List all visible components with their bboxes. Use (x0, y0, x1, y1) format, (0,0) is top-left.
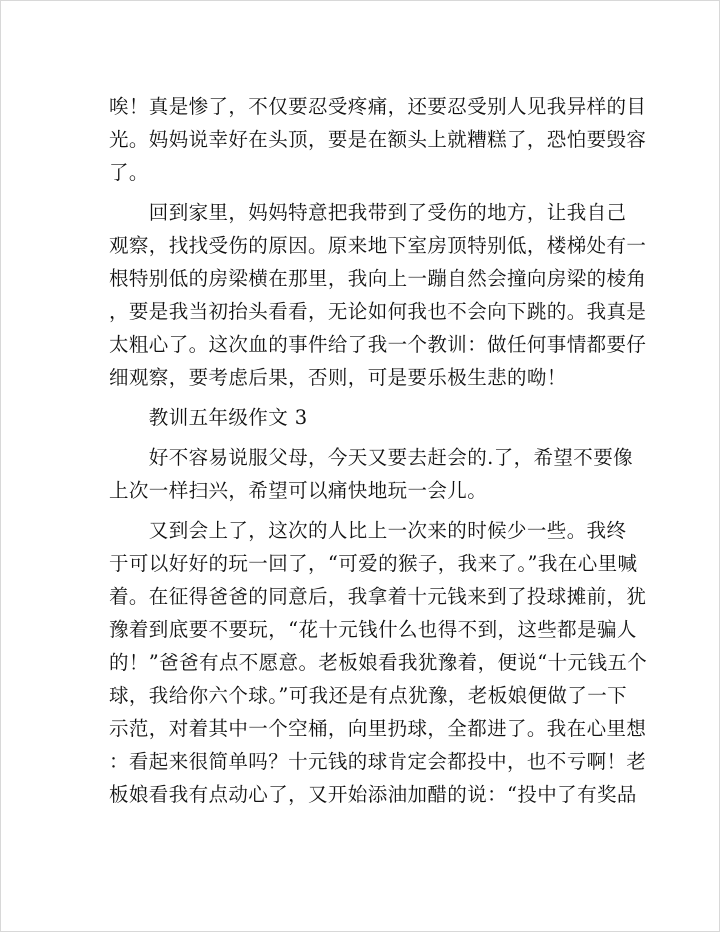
text-line: 的！”爸爸有点不愿意。老板娘看我犹豫着，便说“十元钱五个 (109, 651, 648, 674)
text-line: 观察，找找受伤的原因。原来地下室房顶特别低，楼梯处有一 (109, 234, 647, 257)
text-line: 太粗心了。这次血的事件给了我一个教训：做任何事情都要仔 (109, 333, 647, 356)
text-line: 板娘看我有点动心了，又开始添油加醋的说：“投中了有奖品 (109, 783, 637, 806)
text-line: 着。在征得爸爸的同意后，我拿着十元钱来到了投球摊前，犹 (109, 585, 647, 608)
text-line: 上次一样扫兴，希望可以痛快地玩一会儿。 (109, 479, 488, 502)
text-line: 好不容易说服父母，今天又要去赶会的.了，希望不要像 (109, 446, 633, 469)
text-line: 根特别低的房梁横在那里，我向上一蹦自然会撞向房梁的棱角 (109, 267, 647, 290)
text-line: 光。妈妈说幸好在头顶，要是在额头上就糟糕了，恐怕要毁容 (109, 128, 647, 151)
text-line: 豫着到底要不要玩，“花十元钱什么也得不到，这些都是骗人 (109, 618, 637, 641)
text-line: 于可以好好的玩一回了，“可爱的猴子，我来了。”我在心里喊 (109, 552, 638, 575)
text-line: 了。 (109, 161, 149, 184)
text-line: 唉！真是惨了，不仅要忍受疼痛，还要忍受别人见我异样的目 (109, 95, 647, 118)
text-line: ，要是我当初抬头看看，无论如何我也不会向下跳的。我真是 (109, 300, 647, 323)
text-line: 示范，对着其中一个空桶，向里扔球，全都进了。我在心里想 (109, 717, 647, 740)
text-line: 又到会上了，这次的人比上一次来的时候少一些。我终 (109, 519, 627, 542)
text-line: ：看起来很简单吗？十元钱的球肯定会都投中，也不亏啊！老 (109, 750, 647, 773)
text-line: 回到家里，妈妈特意把我带到了受伤的地方，让我自己 (109, 201, 627, 224)
text-line: 细观察，要考虑后果，否则，可是要乐极生悲的呦！ (109, 366, 567, 389)
section-heading: 教训五年级作文 3 (109, 406, 308, 429)
text-line: 球，我给你六个球。”可我还是有点犹豫，老板娘便做了一下 (109, 684, 628, 707)
